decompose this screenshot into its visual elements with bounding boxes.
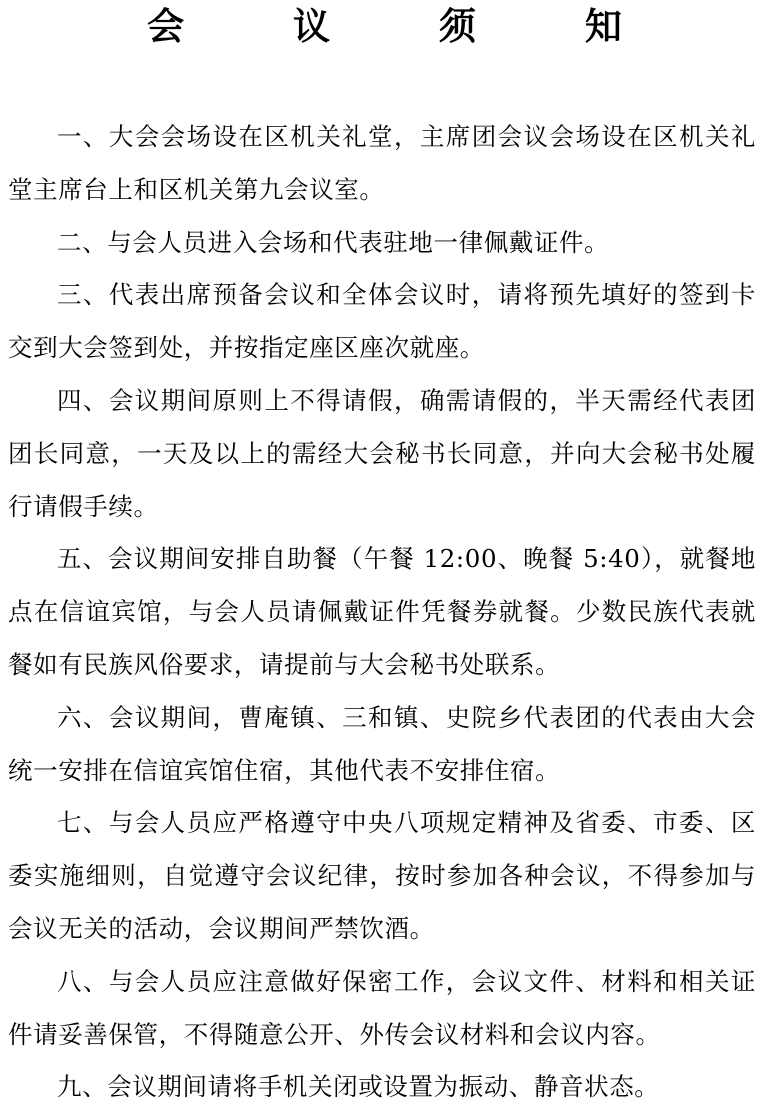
paragraph-6: 六、会议期间，曹庵镇、三和镇、史院乡代表团的代表由大会统一安排在信谊宾馆住宿，其他代表不安排住宿。 [8,702,756,785]
document-body [8,111,756,1114]
paragraph-3: 三、代表出席预备会议和全体会议时，请将预先填好的签到卡交到大会签到处，并按指定座区座次就座。 [8,280,756,363]
paragraph-4: 四、会议期间原则上不得请假，确需请假的，半天需经代表团团长同意，一天及以上的需经大会秘书长同意，并向大会秘书处履行请假手续。 [8,385,756,521]
paragraph-5: 五、会议期间安排自助餐（午餐 12:00、晚餐 5:40），就餐地点在信谊宾馆，与会人员请佩戴证件凭餐券就餐。少数民族代表就餐如有民族风俗要求，请提前与大会秘书处联系。 [8,544,756,679]
document-title: 会 议 须 知 [147,5,670,48]
paragraph-2: 二、与会人员进入会场和代表驻地一律佩戴证件。 [57,227,610,257]
paragraph-8: 八、与会人员应注意做好保密工作，会议文件、材料和相关证件请妥善保管，不得随意公开、外传会议材料和会议内容。 [8,966,756,1049]
paragraph-9: 九、会议期间请将手机关闭或设置为振动、静音状态。 [57,1072,660,1102]
paragraph-1: 一、大会会场设在区机关礼堂，主席团会议会场设在区机关礼堂主席台上和区机关第九会议室。 [8,122,756,204]
paragraph-7: 七、与会人员应严格遵守中央八项规定精神及省委、市委、区委实施细则，自觉遵守会议纪律，按时参加各种会议，不得参加与会议无关的活动，会议期间严禁饮酒。 [8,808,756,943]
